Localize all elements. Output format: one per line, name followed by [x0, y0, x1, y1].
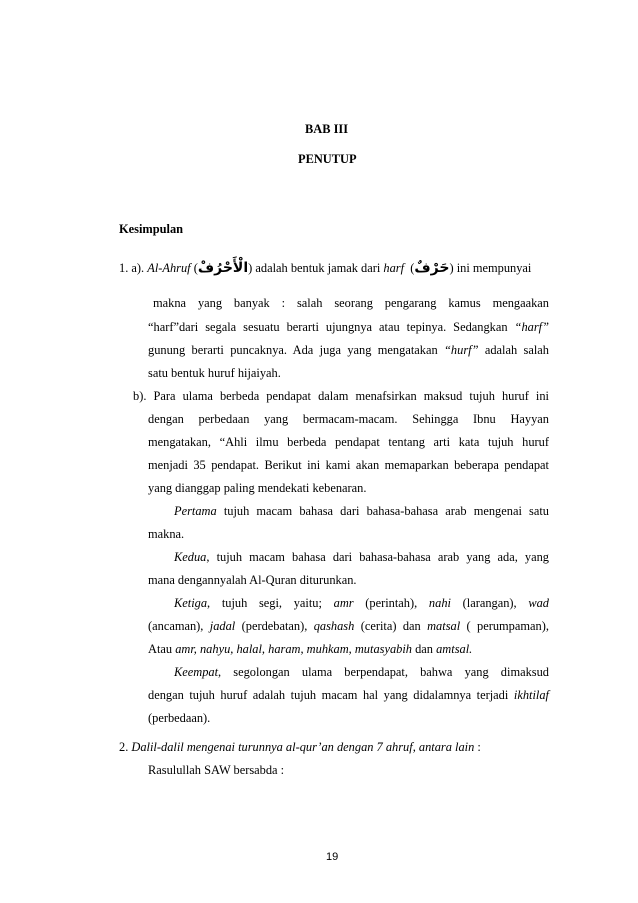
- term-keempat: Keempat: [174, 665, 219, 679]
- arabic-al-ahruf: الْأَحْرُفْ: [197, 260, 249, 276]
- ketiga-text-b: (perintah),: [365, 596, 418, 610]
- item1-b-line2: dengan perbedaan yang bermacam-macam. Sehingga Ibnu Hayyan: [148, 412, 549, 426]
- kedua-line1: [174, 549, 549, 565]
- term-jadal: jadal: [209, 619, 236, 633]
- term-harf-quoted: “harf”: [514, 320, 549, 334]
- pertama-line1: [174, 503, 549, 519]
- item1-b-line3: mengatakan, “Ahli ilmu berbeda pendapat tentang arti kata tujuh huruf: [148, 435, 549, 449]
- chapter-heading: BAB III: [305, 122, 349, 136]
- item1-a-line5: satu bentuk huruf hijaiyah.: [148, 366, 281, 380]
- item1-a-line4: [148, 342, 549, 358]
- term-pertama: Pertama: [174, 504, 217, 518]
- term-nahi: nahi: [428, 596, 451, 610]
- term-ikhtilaf: ikhtilaf: [513, 688, 549, 702]
- item2-number: 2.: [119, 740, 129, 754]
- item1-b-line1: b). Para ulama berbeda pendapat dalam menafsirkan maksud tujuh huruf ini: [133, 389, 549, 403]
- section-title: Kesimpulan: [119, 222, 184, 236]
- arabic-harf: حَرْفٌ: [414, 260, 450, 276]
- term-hurf-quoted: “hurf”: [444, 343, 479, 357]
- paren-open: (: [193, 261, 198, 275]
- ketiga-line3-dan: dan: [415, 642, 433, 656]
- item1-b-line5: yang dianggap paling mendekati kebenaran.: [148, 481, 367, 495]
- item1-a-label: a).: [131, 261, 145, 275]
- keempat-line2: [148, 687, 549, 703]
- term-amtsal: amtsal.: [436, 642, 473, 656]
- term-wad: wad: [528, 596, 549, 610]
- term-kedua: Kedua: [174, 550, 207, 564]
- term-amr: amr: [333, 596, 354, 610]
- item1-a-line1: [119, 260, 531, 276]
- ketiga-line2-a: (ancaman),: [148, 619, 204, 633]
- item1-a-line2: makna yang banyak : salah seorang pengarang kamus mengaakan: [153, 296, 549, 310]
- keempat-text: , segolongan ulama berpendapat, bahwa yang dimaksud: [218, 665, 549, 679]
- ketiga-line2-d: ( perumpaman),: [466, 619, 549, 633]
- ketiga-line2: [148, 618, 549, 634]
- term-matsal: matsal: [427, 619, 461, 633]
- keempat-line2-text: dengan tujuh huruf adalah tujuh macam hal yang didalamnya terjadi: [148, 688, 509, 702]
- term-al-ahruf: Al-Ahruf: [147, 261, 191, 275]
- ketiga-line3: [148, 641, 472, 657]
- item1-a-end: ) ini mempunyai: [449, 261, 532, 275]
- ketiga-line2-c: (cerita) dan: [360, 619, 421, 633]
- paren-open-2: (: [410, 261, 415, 275]
- ketiga-text-a: , tujuh segi, yaitu;: [207, 596, 322, 610]
- pertama-text: tujuh macam bahasa dari bahasa-bahasa arab mengenai satu: [223, 504, 549, 518]
- item1-a-text: ) adalah bentuk jamak dari: [248, 261, 381, 275]
- item2-text: Dalil-dalil mengenai turunnya al-qur’an dengan 7 ahruf, antara lain: [131, 740, 475, 754]
- ketiga-line2-b: (perdebatan),: [241, 619, 308, 633]
- term-ketiga: Ketiga: [174, 596, 208, 610]
- keempat-line1: [174, 664, 549, 680]
- page-number: 19: [326, 851, 339, 863]
- kedua-line2: mana dengannyalah Al-Quran diturunkan.: [148, 573, 357, 587]
- item1-a-line3: [148, 319, 549, 335]
- kedua-text: , tujuh macam bahasa dari bahasa-bahasa arab yang ada, yang: [206, 550, 549, 564]
- term-harf: harf: [383, 261, 405, 275]
- keempat-line3: (perbedaan).: [148, 711, 211, 725]
- item1-a-line3-text: “harf”dari segala sesuatu berarti ujungnya atau tepinya. Sedangkan: [148, 320, 508, 334]
- ketiga-terms: amr, nahyu, halal, haram, muhkam, mutasyabih: [175, 642, 412, 656]
- item1-number: 1.: [119, 261, 129, 275]
- item1-a-line4-post: adalah salah: [484, 343, 549, 357]
- chapter-title: PENUTUP: [298, 152, 357, 166]
- ketiga-line3-pre: Atau: [148, 642, 173, 656]
- item1-a-line4-text: gunung berarti puncaknya. Ada juga yang mengatakan: [148, 343, 438, 357]
- ketiga-line1: [174, 595, 549, 611]
- item2-line1: [119, 739, 481, 755]
- pertama-line2: makna.: [148, 527, 185, 541]
- ketiga-text-c: (larangan),: [462, 596, 517, 610]
- item2-colon: :: [474, 740, 481, 754]
- term-qashash: qashash: [313, 619, 355, 633]
- item1-b-line4: menjadi 35 pendapat. Berikut ini kami akan memaparkan beberapa pendapat: [148, 458, 549, 472]
- item2-line2: Rasulullah SAW bersabda :: [148, 763, 285, 777]
